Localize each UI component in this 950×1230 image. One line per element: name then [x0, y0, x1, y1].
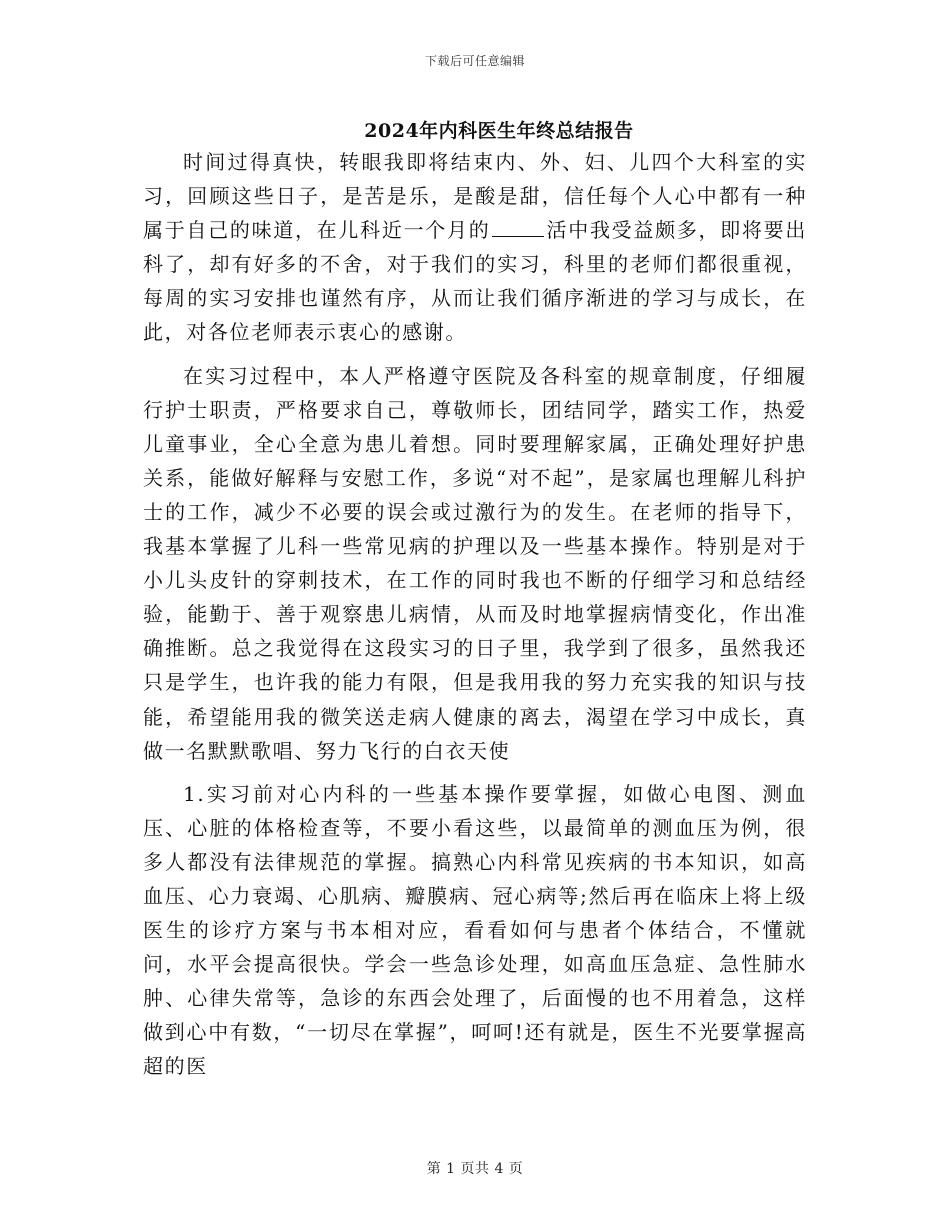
paragraph-3: 1.实习前对心内科的一些基本操作要掌握，如做心电图、测血压、心脏的体格检查等，不要小看这些，以最简单的测血压为例，很多人都没有法律规范的掌握。搞熟心内科常见疾病的书本知识，如高血压、心力衰竭、心肌病、瓣膜病、冠心病等;然后再在临床上将上级医生的诊疗方案与书本相对应，看看如何与患者个体结合，不懂就问，水平会提高很快。学会一些急诊处理，如高血压急症、急性肺水肿、心律失常等，急诊的东西会处理了，后面慢的也不用着急，这样做到心中有数，“一切尽在掌握”，呵呵!还有就是，医生不光要掌握高超的医	[143, 781, 807, 1079]
document-body	[143, 145, 807, 1084]
fill-blank-line	[492, 218, 544, 237]
page-footer: 第 1 页共 4 页	[426, 1161, 524, 1177]
document-title: 2024年内科医生年终总结报告	[364, 120, 634, 142]
header-note: 下载后可任意编辑	[424, 54, 525, 68]
paragraph-1	[143, 145, 807, 350]
paragraph-2: 在实习过程中，本人严格遵守医院及各科室的规章制度，仔细履行护士职责，严格要求自己，尊敬师长，团结同学，踏实工作，热爱儿童事业，全心全意为患儿着想。同时要理解家属，正确处理好护患关系，能做好解释与安慰工作，多说“对不起”，是家属也理解儿科护士的工作，减少不必要的误会或过激行为的发生。在老师的指导下，我基本掌握了儿科一些常见病的护理以及一些基本操作。特别是对于小儿头皮针的穿刺技术，在工作的同时我也不断的仔细学习和总结经验，能勤于、善于观察患儿病情，从而及时地掌握病情变化，作出准确推断。总之我觉得在这段实习的日子里，我学到了很多，虽然我还只是学生，也许我的能力有限，但是我用我的努力充实我的知识与技能，希望能用我的微笑送走病人健康的离去，渴望在学习中成长，真做一名默默歌唱、努力飞行的白衣天使	[143, 363, 807, 763]
paragraph-1-text-b: 活中我受益颇多，即将要出科了，却有好多的不舍，对于我们的实习，科里的老师们都很重视，每周的实习安排也谨然有序，从而让我们循序渐进的学习与成长，在此，对各位老师表示衷心的感谢。	[143, 218, 807, 345]
paragraph-1-text-a: 时间过得真快，转眼我即将结束内、外、妇、儿四个大科室的实习，回顾这些日子，是苦是乐，是酸是甜，信任每个人心中都有一种属于自己的味道，在儿科近一个月的	[143, 150, 807, 243]
